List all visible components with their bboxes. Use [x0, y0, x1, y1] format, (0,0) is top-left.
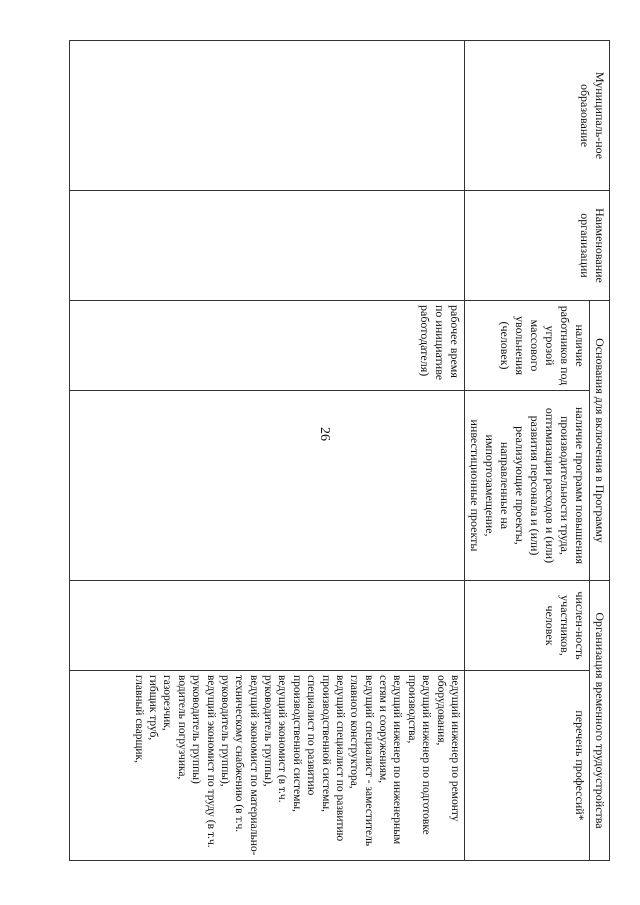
header-group-basis: Основания для включения в Программу [590, 301, 610, 581]
cell-org-name [70, 191, 465, 301]
cell-workers-threat: рабочее время по инициативе работодателя) [70, 301, 465, 391]
header-programs: наличие программ повышения производительности труда, оптимизации расходов и (или) развития персонала и (или) реализующие проекты, направленные на импортозамещение, инвестиционные проекты [465, 391, 590, 581]
header-municipality: Муниципаль-ное образование [465, 41, 610, 191]
header-group-organization: Организация временного трудоустройства [590, 581, 610, 861]
table-row [70, 41, 465, 861]
program-table [69, 40, 610, 861]
header-participants: числен-ность участников, человек [465, 581, 590, 671]
cell-programs [70, 391, 465, 581]
header-professions: перечень профессий* [465, 671, 590, 861]
header-workers-threat: наличие работников под угрозой массового увольнения (человек) [465, 301, 590, 391]
cell-municipality [70, 41, 465, 191]
cell-professions: ведущий инженер по ремонту оборудования, ведущий инженер по подготовке производства, ведущий инженер по инженерным сетям и сооружениям, ведущий специалист - заместитель главного конструктора, ведущий специалист по развитию производственной системы, специалист по развитию производственной системы, ведущий экономист (в т.ч. руководитель группы), ведущий экономист по материально-техническому снабжению (в т.ч. руководитель группы), ведущий экономист по труду (в т.ч. руководитель группы) водитель погрузчика, газорезчик, гибщик труб, главный сварщик, [70, 671, 465, 861]
rotated-table-container [70, 40, 610, 860]
header-org-name: Наименование организации [465, 191, 610, 301]
cell-participants [70, 581, 465, 671]
page-number: 26 [317, 427, 332, 441]
